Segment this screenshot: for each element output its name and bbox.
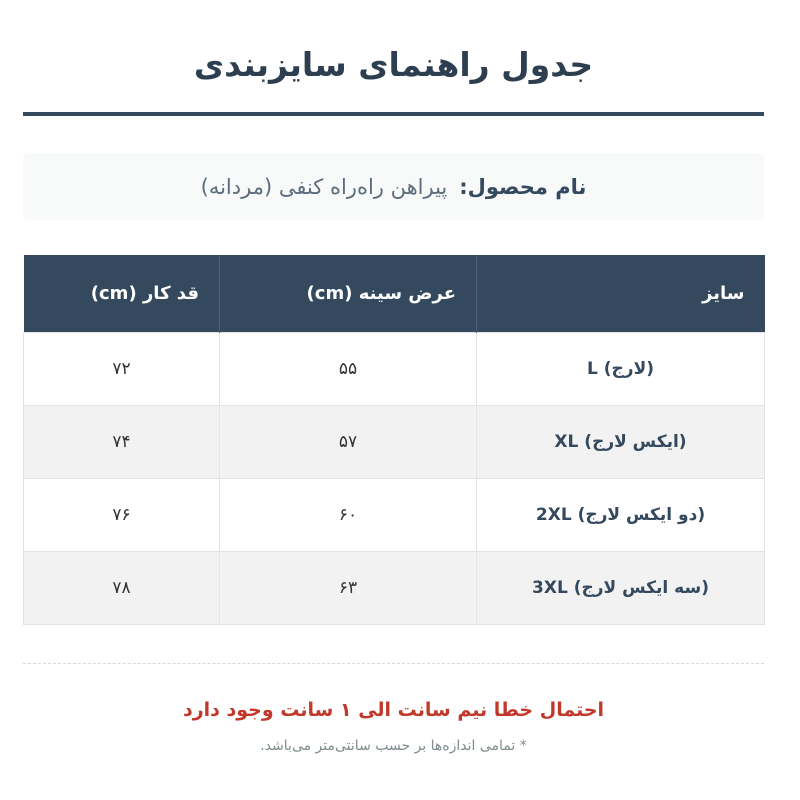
size-guide-page <box>23 0 764 800</box>
header-chest-width: عرض سینه (cm) <box>220 255 477 332</box>
page-title: جدول راهنمای سایزبندی <box>193 45 594 84</box>
units-footnote: * تمامی اندازه‌ها بر حسب سانتی‌متر می‌باشد. <box>260 738 527 754</box>
product-name-value: پیراهن راه‌راه کنفی (مردانه) <box>200 174 448 199</box>
footer-divider <box>23 663 764 664</box>
product-info-box <box>23 153 764 220</box>
product-name-label: نام محصول: <box>459 174 587 199</box>
chest-cell: ۵۵ <box>220 332 477 405</box>
length-cell: ۷۶ <box>24 478 220 551</box>
header-size: سایز <box>477 255 765 332</box>
size-cell: (سه ایکس لارج) 3XL <box>477 551 765 624</box>
size-table <box>23 255 765 625</box>
size-cell: (لارج) L <box>477 332 765 405</box>
table-row <box>24 405 765 478</box>
header-length: قد کار (cm) <box>24 255 220 332</box>
chest-cell: ۵۷ <box>220 405 477 478</box>
length-cell: ۷۴ <box>24 405 220 478</box>
length-cell: ۷۸ <box>24 551 220 624</box>
table-row <box>24 551 765 624</box>
size-cell: (ایکس لارج) XL <box>477 405 765 478</box>
table-header-row <box>24 255 765 332</box>
chest-cell: ۶۳ <box>220 551 477 624</box>
table-row <box>24 478 765 551</box>
chest-cell: ۶۰ <box>220 478 477 551</box>
size-cell: (دو ایکس لارج) 2XL <box>477 478 765 551</box>
length-cell: ۷۲ <box>24 332 220 405</box>
table-row <box>24 332 765 405</box>
tolerance-warning: احتمال خطا نیم سانت الی ۱ سانت وجود دارد <box>182 699 605 721</box>
title-divider <box>23 112 764 116</box>
